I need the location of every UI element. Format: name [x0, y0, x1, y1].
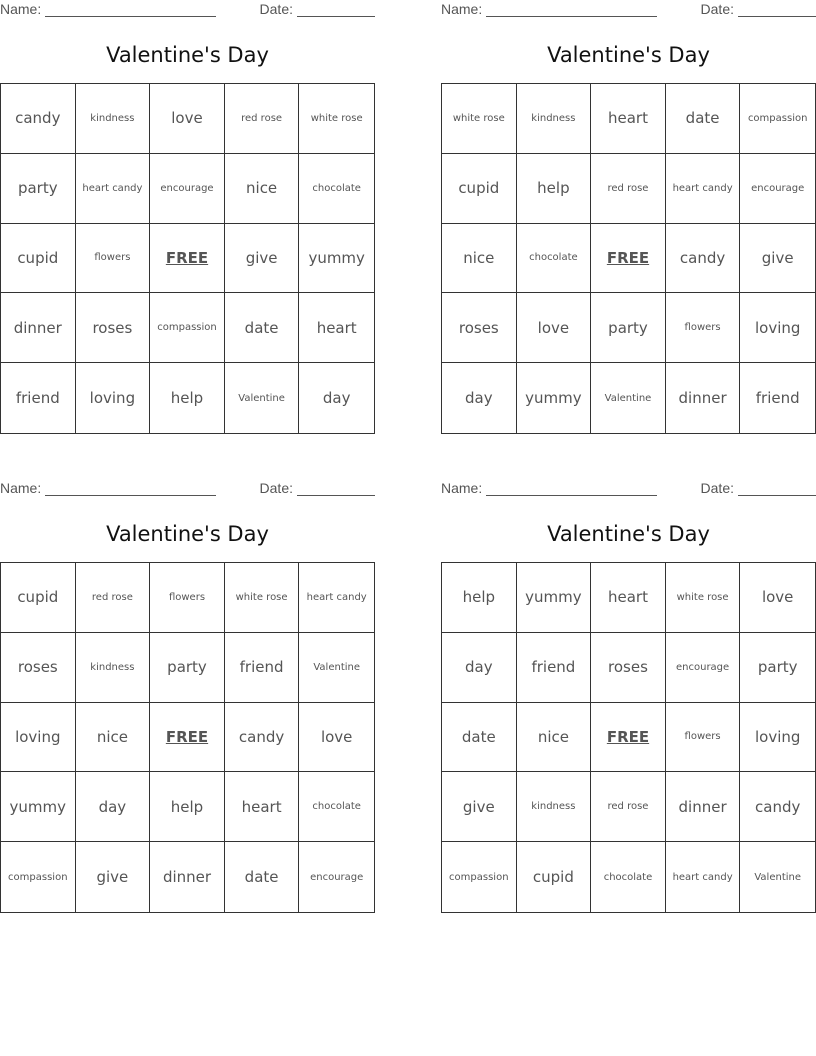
bingo-cell[interactable]: flowers: [666, 293, 741, 363]
bingo-cell[interactable]: loving: [76, 363, 151, 433]
bingo-cell[interactable]: red rose: [591, 154, 666, 224]
bingo-cell[interactable]: cupid: [1, 224, 76, 294]
bingo-cell[interactable]: heart candy: [666, 154, 741, 224]
date-field: [260, 480, 375, 496]
bingo-cell[interactable]: encourage: [310, 871, 364, 883]
bingo-cell[interactable]: flowers: [150, 563, 225, 633]
card-title: Valentine's Day: [106, 43, 269, 67]
bingo-cell[interactable]: kindness: [76, 84, 151, 154]
date-field: [701, 1, 816, 17]
card-header: [441, 479, 816, 501]
card-header: [0, 479, 375, 501]
bingo-card-1: [0, 0, 375, 408]
bingo-cell[interactable]: date: [442, 703, 517, 773]
bingo-cell-free[interactable]: FREE: [150, 703, 225, 773]
bingo-cell[interactable]: roses: [1, 633, 76, 703]
date-blank-line[interactable]: [738, 2, 816, 17]
date-label: Date:: [259, 1, 293, 17]
bingo-cell[interactable]: heart candy: [299, 563, 374, 633]
bingo-cell[interactable]: cupid: [517, 842, 592, 912]
bingo-cell[interactable]: party: [740, 633, 815, 703]
bingo-cell[interactable]: friend: [755, 389, 800, 408]
bingo-cell[interactable]: cupid: [442, 154, 517, 224]
bingo-cell[interactable]: candy: [666, 224, 741, 294]
bingo-cell[interactable]: roses: [442, 293, 517, 363]
bingo-cell[interactable]: yummy: [1, 772, 76, 842]
bingo-cell-free[interactable]: FREE: [591, 224, 666, 294]
date-blank-line[interactable]: [297, 481, 375, 496]
card-header: [0, 0, 375, 22]
bingo-cell[interactable]: roses: [591, 633, 666, 703]
bingo-cell[interactable]: heart candy: [666, 842, 741, 912]
bingo-cell[interactable]: friend: [225, 633, 300, 703]
name-blank-line[interactable]: [45, 481, 216, 496]
bingo-cell[interactable]: love: [740, 563, 815, 633]
bingo-cell[interactable]: give: [76, 842, 151, 912]
bingo-cell[interactable]: yummy: [517, 363, 592, 433]
bingo-card-4: [441, 479, 816, 887]
bingo-cell[interactable]: dinner: [666, 772, 741, 842]
name-label: Name:: [0, 1, 42, 17]
name-blank-line[interactable]: [486, 481, 657, 496]
bingo-cell[interactable]: compassion: [740, 84, 815, 154]
bingo-cell[interactable]: chocolate: [299, 772, 374, 842]
bingo-cell[interactable]: compassion: [150, 293, 225, 363]
bingo-cell[interactable]: candy: [1, 84, 76, 154]
date-blank-line[interactable]: [738, 481, 816, 496]
date-field: [701, 480, 816, 496]
bingo-cell[interactable]: red rose: [225, 84, 300, 154]
bingo-grid: [0, 83, 375, 434]
bingo-cell[interactable]: heart: [299, 293, 374, 363]
bingo-cell[interactable]: cupid: [1, 563, 76, 633]
bingo-cell[interactable]: Valentine: [754, 871, 802, 883]
date-field: [260, 1, 375, 17]
bingo-cell[interactable]: candy: [740, 772, 815, 842]
bingo-cell[interactable]: dinner: [150, 842, 225, 912]
bingo-cell[interactable]: day: [442, 633, 517, 703]
name-field: [0, 1, 216, 17]
bingo-cell[interactable]: yummy: [517, 563, 592, 633]
bingo-card-3: [0, 479, 375, 887]
bingo-cell[interactable]: love: [150, 84, 225, 154]
bingo-cell[interactable]: compassion: [1, 842, 76, 912]
bingo-cell[interactable]: help: [442, 563, 517, 633]
bingo-cell[interactable]: encourage: [666, 633, 741, 703]
name-blank-line[interactable]: [486, 2, 657, 17]
bingo-cell[interactable]: friend: [517, 633, 592, 703]
bingo-cell[interactable]: encourage: [150, 154, 225, 224]
bingo-cell[interactable]: roses: [76, 293, 151, 363]
bingo-cell[interactable]: date: [225, 293, 300, 363]
bingo-cell[interactable]: help: [150, 772, 225, 842]
bingo-cell[interactable]: flowers: [666, 703, 741, 773]
bingo-cell[interactable]: heart: [591, 563, 666, 633]
bingo-grid: [441, 562, 816, 913]
bingo-cell[interactable]: party: [591, 293, 666, 363]
bingo-cell-free[interactable]: FREE: [591, 703, 666, 773]
card-title: Valentine's Day: [106, 522, 269, 546]
bingo-cell[interactable]: red rose: [591, 772, 666, 842]
bingo-cell-free[interactable]: FREE: [150, 224, 225, 294]
bingo-cell[interactable]: white rose: [299, 84, 374, 154]
bingo-cell[interactable]: kindness: [76, 633, 151, 703]
bingo-cell[interactable]: love: [299, 703, 374, 773]
name-label: Name:: [441, 480, 483, 496]
bingo-cell[interactable]: compassion: [442, 842, 517, 912]
card-title: Valentine's Day: [547, 43, 710, 67]
bingo-cell[interactable]: dinner: [666, 363, 741, 433]
bingo-cell[interactable]: date: [225, 842, 300, 912]
name-field: [441, 1, 657, 17]
bingo-cell[interactable]: kindness: [517, 772, 592, 842]
bingo-cell[interactable]: yummy: [299, 224, 374, 294]
bingo-cell[interactable]: friend: [1, 363, 76, 433]
bingo-cell[interactable]: Valentine: [225, 363, 300, 433]
bingo-cell[interactable]: chocolate: [299, 154, 374, 224]
bingo-cell[interactable]: Valentine: [299, 633, 374, 703]
bingo-cell[interactable]: give: [442, 772, 517, 842]
bingo-cell[interactable]: flowers: [76, 224, 151, 294]
bingo-cell[interactable]: give: [740, 224, 815, 294]
bingo-grid: [441, 83, 816, 434]
bingo-cell[interactable]: loving: [740, 293, 815, 363]
bingo-cell[interactable]: day: [442, 363, 517, 433]
bingo-cell[interactable]: red rose: [76, 563, 151, 633]
bingo-cell[interactable]: dinner: [1, 293, 76, 363]
bingo-cell[interactable]: nice: [225, 154, 300, 224]
date-label: Date:: [700, 1, 734, 17]
bingo-cell[interactable]: encourage: [740, 154, 815, 224]
date-label: Date:: [259, 480, 293, 496]
name-blank-line[interactable]: [45, 2, 216, 17]
bingo-cell[interactable]: date: [666, 84, 741, 154]
name-field: [441, 480, 657, 496]
card-header: [441, 0, 816, 22]
bingo-cell[interactable]: party: [1, 154, 76, 224]
bingo-cell[interactable]: loving: [740, 703, 815, 773]
name-label: Name:: [0, 480, 42, 496]
card-title: Valentine's Day: [547, 522, 710, 546]
bingo-cell[interactable]: kindness: [517, 84, 592, 154]
bingo-cell[interactable]: white rose: [666, 563, 741, 633]
bingo-cell[interactable]: chocolate: [517, 224, 592, 294]
bingo-cell[interactable]: candy: [225, 703, 300, 773]
bingo-cell[interactable]: nice: [76, 703, 151, 773]
bingo-cell[interactable]: heart: [225, 772, 300, 842]
bingo-card-2: [441, 0, 816, 408]
bingo-cell[interactable]: heart: [591, 84, 666, 154]
name-label: Name:: [441, 1, 483, 17]
bingo-cell[interactable]: give: [225, 224, 300, 294]
bingo-cell[interactable]: heart candy: [76, 154, 151, 224]
date-label: Date:: [700, 480, 734, 496]
bingo-cell[interactable]: loving: [1, 703, 76, 773]
bingo-cell[interactable]: day: [322, 389, 351, 408]
name-field: [0, 480, 216, 496]
bingo-cell[interactable]: help: [150, 363, 225, 433]
bingo-cell[interactable]: day: [76, 772, 151, 842]
bingo-cell[interactable]: help: [517, 154, 592, 224]
bingo-cell[interactable]: nice: [517, 703, 592, 773]
bingo-cell[interactable]: nice: [442, 224, 517, 294]
bingo-cell[interactable]: chocolate: [591, 842, 666, 912]
bingo-grid: [0, 562, 375, 913]
bingo-cell[interactable]: Valentine: [591, 363, 666, 433]
bingo-cell[interactable]: love: [517, 293, 592, 363]
bingo-cell[interactable]: white rose: [225, 563, 300, 633]
bingo-cell[interactable]: party: [150, 633, 225, 703]
bingo-cell[interactable]: white rose: [442, 84, 517, 154]
date-blank-line[interactable]: [297, 2, 375, 17]
